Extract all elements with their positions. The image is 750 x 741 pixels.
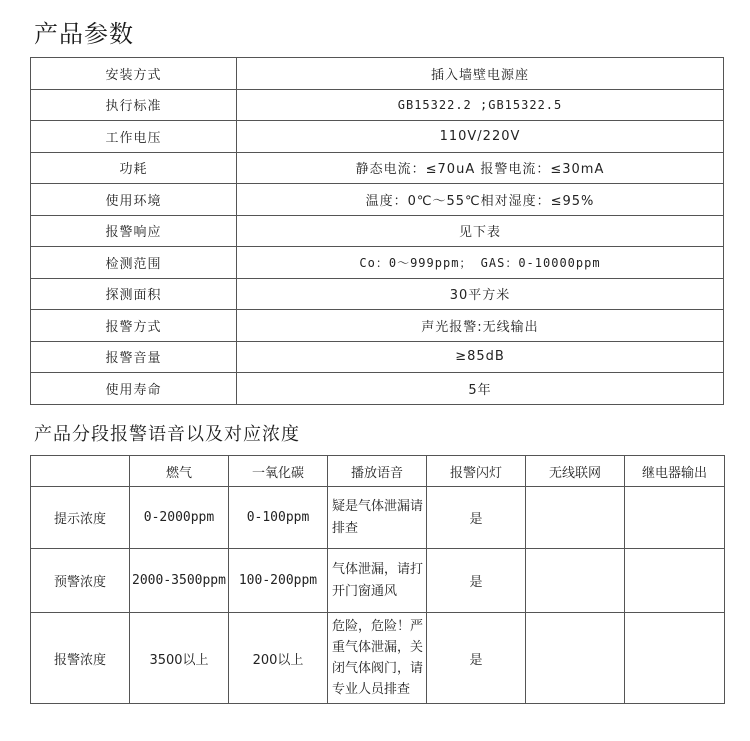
level-cell: 提示浓度 [31,487,130,549]
spec-label: 报警响应 [31,215,237,247]
table-row [31,215,724,247]
spec-label: 执行标准 [31,89,237,121]
header-cell: 一氧化碳 [229,456,328,487]
co-cell: 200以上 [229,613,328,704]
spec-label: 使用寿命 [31,373,237,405]
gas-cell: 0-2000ppm [130,487,229,549]
table-row [31,373,724,405]
spec-value: Co：0～999ppm； GAS：0-10000ppm [237,247,724,279]
header-cell: 燃气 [130,456,229,487]
spec-label: 安装方式 [31,58,237,90]
wireless-cell [526,487,625,549]
spec-value: 110V/220V [237,121,724,153]
wireless-cell [526,549,625,613]
gas-cell: 3500以上 [130,613,229,704]
spec-label: 报警方式 [31,310,237,342]
alarm-table [30,455,725,704]
flash-cell: 是 [427,613,526,704]
level-cell: 报警浓度 [31,613,130,704]
spec-value: GB15322.2 ;GB15322.5 [237,89,724,121]
header-cell: 播放语音 [328,456,427,487]
table-row [31,613,725,704]
header-cell [31,456,130,487]
table-row [31,89,724,121]
section-title: 产品分段报警语音以及对应浓度 [34,424,300,445]
spec-table [30,57,724,405]
spec-value: 30平方米 [237,278,724,310]
spec-label: 检测范围 [31,247,237,279]
header-cell: 继电器输出 [625,456,725,487]
header-cell: 无线联网 [526,456,625,487]
table-row [31,152,724,184]
spec-label: 使用环境 [31,184,237,216]
table-row [31,278,724,310]
co-cell: 100-200ppm [229,549,328,613]
page-title: 产品参数 [34,20,134,48]
gas-cell: 2000-3500ppm [130,549,229,613]
table-row [31,310,724,342]
voice-cell: 危险，危险！严重气体泄漏，关闭气体阀门，请专业人员排查 [328,613,427,704]
wireless-cell [526,613,625,704]
spec-value: 插入墙壁电源座 [237,58,724,90]
flash-cell: 是 [427,487,526,549]
table-row [31,247,724,279]
relay-cell [625,487,725,549]
header-cell: 报警闪灯 [427,456,526,487]
spec-value: 5年 [237,373,724,405]
table-row [31,487,725,549]
table-row [31,58,724,90]
spec-label: 报警音量 [31,341,237,373]
spec-value: 温度：0℃～55℃相对湿度：≤95% [237,184,724,216]
table-row [31,341,724,373]
spec-label: 工作电压 [31,121,237,153]
spec-label: 功耗 [31,152,237,184]
voice-cell: 气体泄漏，请打开门窗通风 [328,549,427,613]
spec-value: 见下表 [237,215,724,247]
spec-label: 探测面积 [31,278,237,310]
table-row [31,184,724,216]
spec-value: ≥85dB [237,341,724,373]
spec-value: 静态电流：≤70uA 报警电流：≤30mA [237,152,724,184]
table-row [31,121,724,153]
table-header-row [31,456,725,487]
relay-cell [625,613,725,704]
voice-cell: 疑是气体泄漏请排查 [328,487,427,549]
spec-value: 声光报警:无线输出 [237,310,724,342]
flash-cell: 是 [427,549,526,613]
level-cell: 预警浓度 [31,549,130,613]
table-row [31,549,725,613]
co-cell: 0-100ppm [229,487,328,549]
relay-cell [625,549,725,613]
